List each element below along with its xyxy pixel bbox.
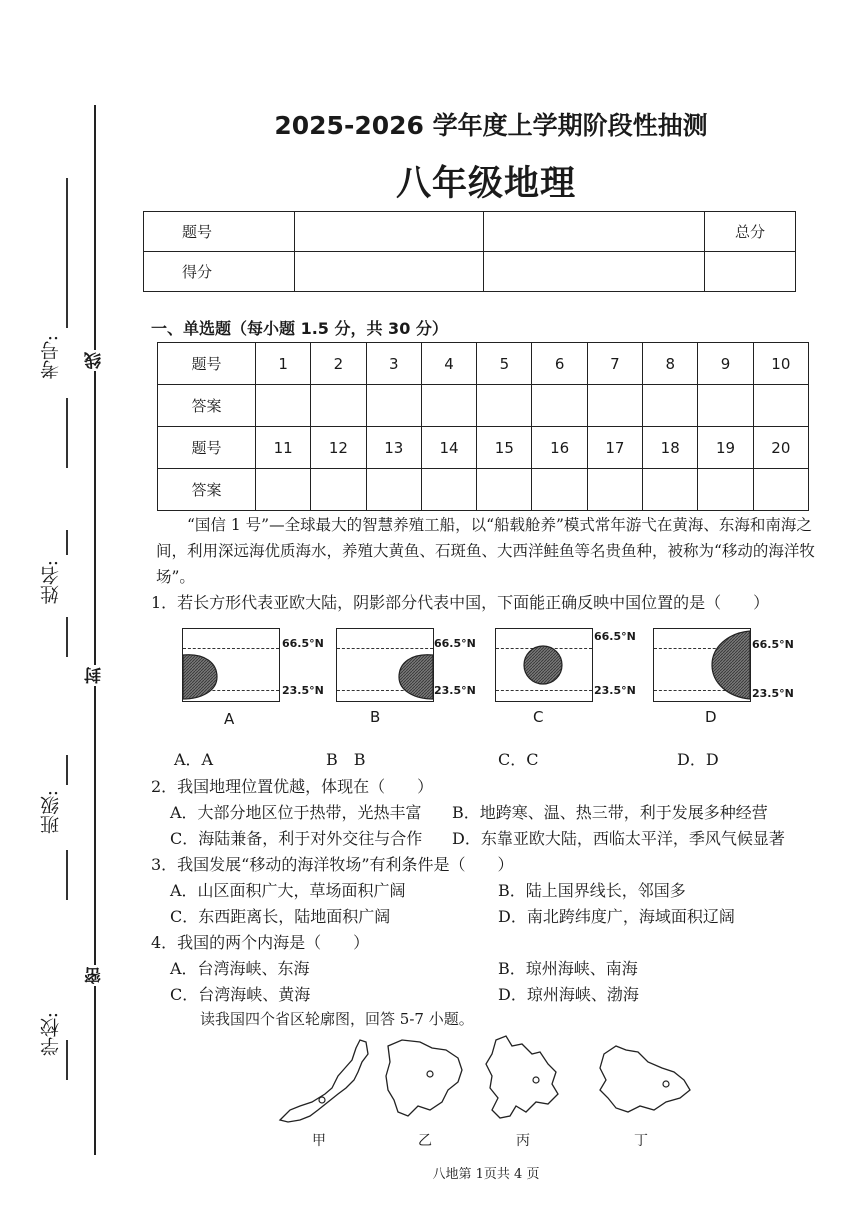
school-field[interactable] [66, 1040, 68, 1080]
capital-marker [663, 1081, 669, 1087]
q-number: 20 [753, 427, 808, 469]
score-cell [295, 212, 484, 252]
q-number: 16 [532, 427, 587, 469]
lat-label-top: 66.5°N [594, 630, 636, 643]
score-input[interactable] [484, 252, 705, 292]
map-letter-a: A [224, 710, 235, 728]
answer-cell[interactable] [256, 385, 311, 427]
q3-option-a[interactable]: A．山区面积广大，草场面积广阔 [170, 881, 406, 900]
q4-option-c[interactable]: C．台湾海峡、黄海 [170, 985, 311, 1004]
seal-feng: 封 [82, 665, 107, 686]
total-label: 总分 [705, 212, 796, 252]
lat-label-bottom: 23.5°N [594, 684, 636, 697]
answer-cell[interactable] [366, 385, 421, 427]
subject-title: 八年级地理 [395, 164, 576, 204]
china-shape [496, 629, 592, 701]
class-field[interactable] [66, 755, 68, 785]
class-field-lower [66, 850, 68, 900]
answer-cell[interactable] [477, 385, 532, 427]
map-a [182, 628, 280, 702]
province-label-ding: 丁 [634, 1133, 648, 1149]
exam-no-field-lower [66, 398, 68, 468]
q-number: 6 [532, 343, 587, 385]
q-number: 18 [643, 427, 698, 469]
school-label: 学校: [40, 1012, 62, 1057]
answer-cell[interactable] [421, 469, 476, 511]
q-number: 19 [698, 427, 753, 469]
q-number: 10 [753, 343, 808, 385]
q-number: 15 [477, 427, 532, 469]
answer-cell[interactable] [311, 385, 366, 427]
answer-cell[interactable] [643, 385, 698, 427]
ans-row-label: 答案 [158, 469, 256, 511]
page-footer: 八地第 1页共 4 页 [432, 1167, 540, 1182]
q4-stem: 4．我国的两个内海是（ ） [151, 933, 370, 952]
section-title: 一、单选题（每小题 1.5 分，共 30 分） [151, 319, 448, 338]
capital-marker [533, 1077, 539, 1083]
q-number: 1 [256, 343, 311, 385]
intro-paragraph: “国信 1 号”—全球最大的智慧养殖工船，以“船载舱养”模式常年游弋在黄海、东海和南海之间，利用深远海优质海水，养殖大黄鱼、石斑鱼、大西洋鲑鱼等名贵鱼种，被称为“移动的海洋牧场”。 [156, 516, 815, 586]
ans-row-label: 答案 [158, 385, 256, 427]
name-field[interactable] [66, 530, 68, 555]
answer-cell[interactable] [753, 469, 808, 511]
lat-label-top: 66.5°N [752, 638, 794, 651]
q4-option-b[interactable]: B．琼州海峡、南海 [498, 959, 638, 978]
q3-option-d[interactable]: D．南北跨纬度广，海域面积辽阔 [498, 907, 735, 926]
ans-row-label: 题号 [158, 427, 256, 469]
q1-option-b[interactable]: B B [326, 750, 366, 769]
province-label-bing: 丙 [516, 1133, 530, 1149]
q-number: 7 [587, 343, 642, 385]
q1-stem: 1．若长方形代表亚欧大陆，阴影部分代表中国，下面能正确反映中国位置的是（ ） [151, 593, 770, 612]
answer-cell[interactable] [532, 469, 587, 511]
q2-option-a[interactable]: A．大部分地区位于热带，光热丰富 [170, 803, 422, 822]
map-letter-c: C [533, 708, 544, 726]
q1-option-d[interactable]: D．D [677, 750, 719, 769]
score-row-label-q: 题号 [144, 212, 295, 252]
score-row-label-s: 得分 [144, 252, 295, 292]
province-label-jia: 甲 [312, 1133, 326, 1149]
answer-cell[interactable] [477, 469, 532, 511]
lat-label-bottom: 23.5°N [282, 684, 324, 697]
q3-option-b[interactable]: B．陆上国界线长，邻国多 [498, 881, 686, 900]
capital-marker [319, 1097, 325, 1103]
q-number: 11 [256, 427, 311, 469]
map-letter-b: B [370, 708, 381, 726]
seal-xian: 线 [82, 350, 107, 371]
score-input[interactable] [295, 252, 484, 292]
q3-stem: 3．我国发展“移动的海洋牧场”有利条件是（ ） [151, 855, 514, 874]
lat-label-top: 66.5°N [434, 637, 476, 650]
total-input[interactable] [705, 252, 796, 292]
q-number: 14 [421, 427, 476, 469]
answer-cell[interactable] [311, 469, 366, 511]
answer-cell[interactable] [366, 469, 421, 511]
province-outlines [270, 1032, 710, 1132]
map-b [336, 628, 434, 702]
name-field-lower [66, 617, 68, 657]
lat-label-bottom: 23.5°N [752, 687, 794, 700]
province-jia-outline [280, 1040, 368, 1122]
name-label: 姓名: [40, 560, 62, 605]
q2-option-b[interactable]: B．地跨寒、温、热三带，利于发展多种经营 [452, 803, 768, 822]
q2-option-c[interactable]: C．海陆兼备，利于对外交往与合作 [170, 829, 423, 848]
q-number: 3 [366, 343, 421, 385]
map-d [653, 628, 751, 702]
binding-line [94, 105, 96, 1155]
q2-stem: 2．我国地理位置优越，体现在（ ） [151, 777, 434, 796]
q2-option-d[interactable]: D．东靠亚欧大陆，西临太平洋，季风气候显著 [452, 829, 785, 848]
score-cell [484, 212, 705, 252]
answer-cell[interactable] [698, 469, 753, 511]
province-label-yi: 乙 [418, 1133, 432, 1149]
q-number: 2 [311, 343, 366, 385]
province-bing-outline [486, 1036, 558, 1118]
q-number: 17 [587, 427, 642, 469]
score-table [143, 211, 796, 292]
capital-marker [427, 1071, 433, 1077]
answer-cell[interactable] [698, 385, 753, 427]
q-number: 12 [311, 427, 366, 469]
lat-label-top: 66.5°N [282, 637, 324, 650]
answer-cell[interactable] [587, 469, 642, 511]
province-yi-outline [386, 1040, 462, 1116]
q5-intro: 读我国四个省区轮廓图，回答 5-7 小题。 [200, 1010, 474, 1028]
q-number: 4 [421, 343, 476, 385]
lat-label-bottom: 23.5°N [434, 684, 476, 697]
ans-row-label: 题号 [158, 343, 256, 385]
answer-cell[interactable] [587, 385, 642, 427]
exam-no-label: 考号: [40, 335, 62, 380]
answer-cell[interactable] [643, 469, 698, 511]
china-shape [337, 629, 433, 701]
answer-cell[interactable] [421, 385, 476, 427]
answer-cell[interactable] [256, 469, 311, 511]
q1-option-a[interactable]: A．A [174, 750, 214, 769]
q-number: 5 [477, 343, 532, 385]
china-shape [654, 629, 750, 701]
seal-mi: 密 [82, 965, 107, 986]
q4-option-a[interactable]: A．台湾海峡、东海 [170, 959, 310, 978]
q3-option-c[interactable]: C．东西距离长，陆地面积广阔 [170, 907, 391, 926]
answer-table [157, 342, 809, 511]
answer-cell[interactable] [753, 385, 808, 427]
q1-option-c[interactable]: C．C [498, 750, 539, 769]
q4-option-d[interactable]: D．琼州海峡、渤海 [498, 985, 639, 1004]
china-shape [183, 629, 279, 701]
map-letter-d: D [705, 708, 717, 726]
exam-title: 2025-2026 学年度上学期阶段性抽测 [274, 111, 708, 140]
province-ding-outline [600, 1046, 690, 1112]
class-label: 班级: [40, 790, 62, 835]
q-number: 9 [698, 343, 753, 385]
map-c [495, 628, 593, 702]
q-number: 13 [366, 427, 421, 469]
q-number: 8 [643, 343, 698, 385]
answer-cell[interactable] [532, 385, 587, 427]
